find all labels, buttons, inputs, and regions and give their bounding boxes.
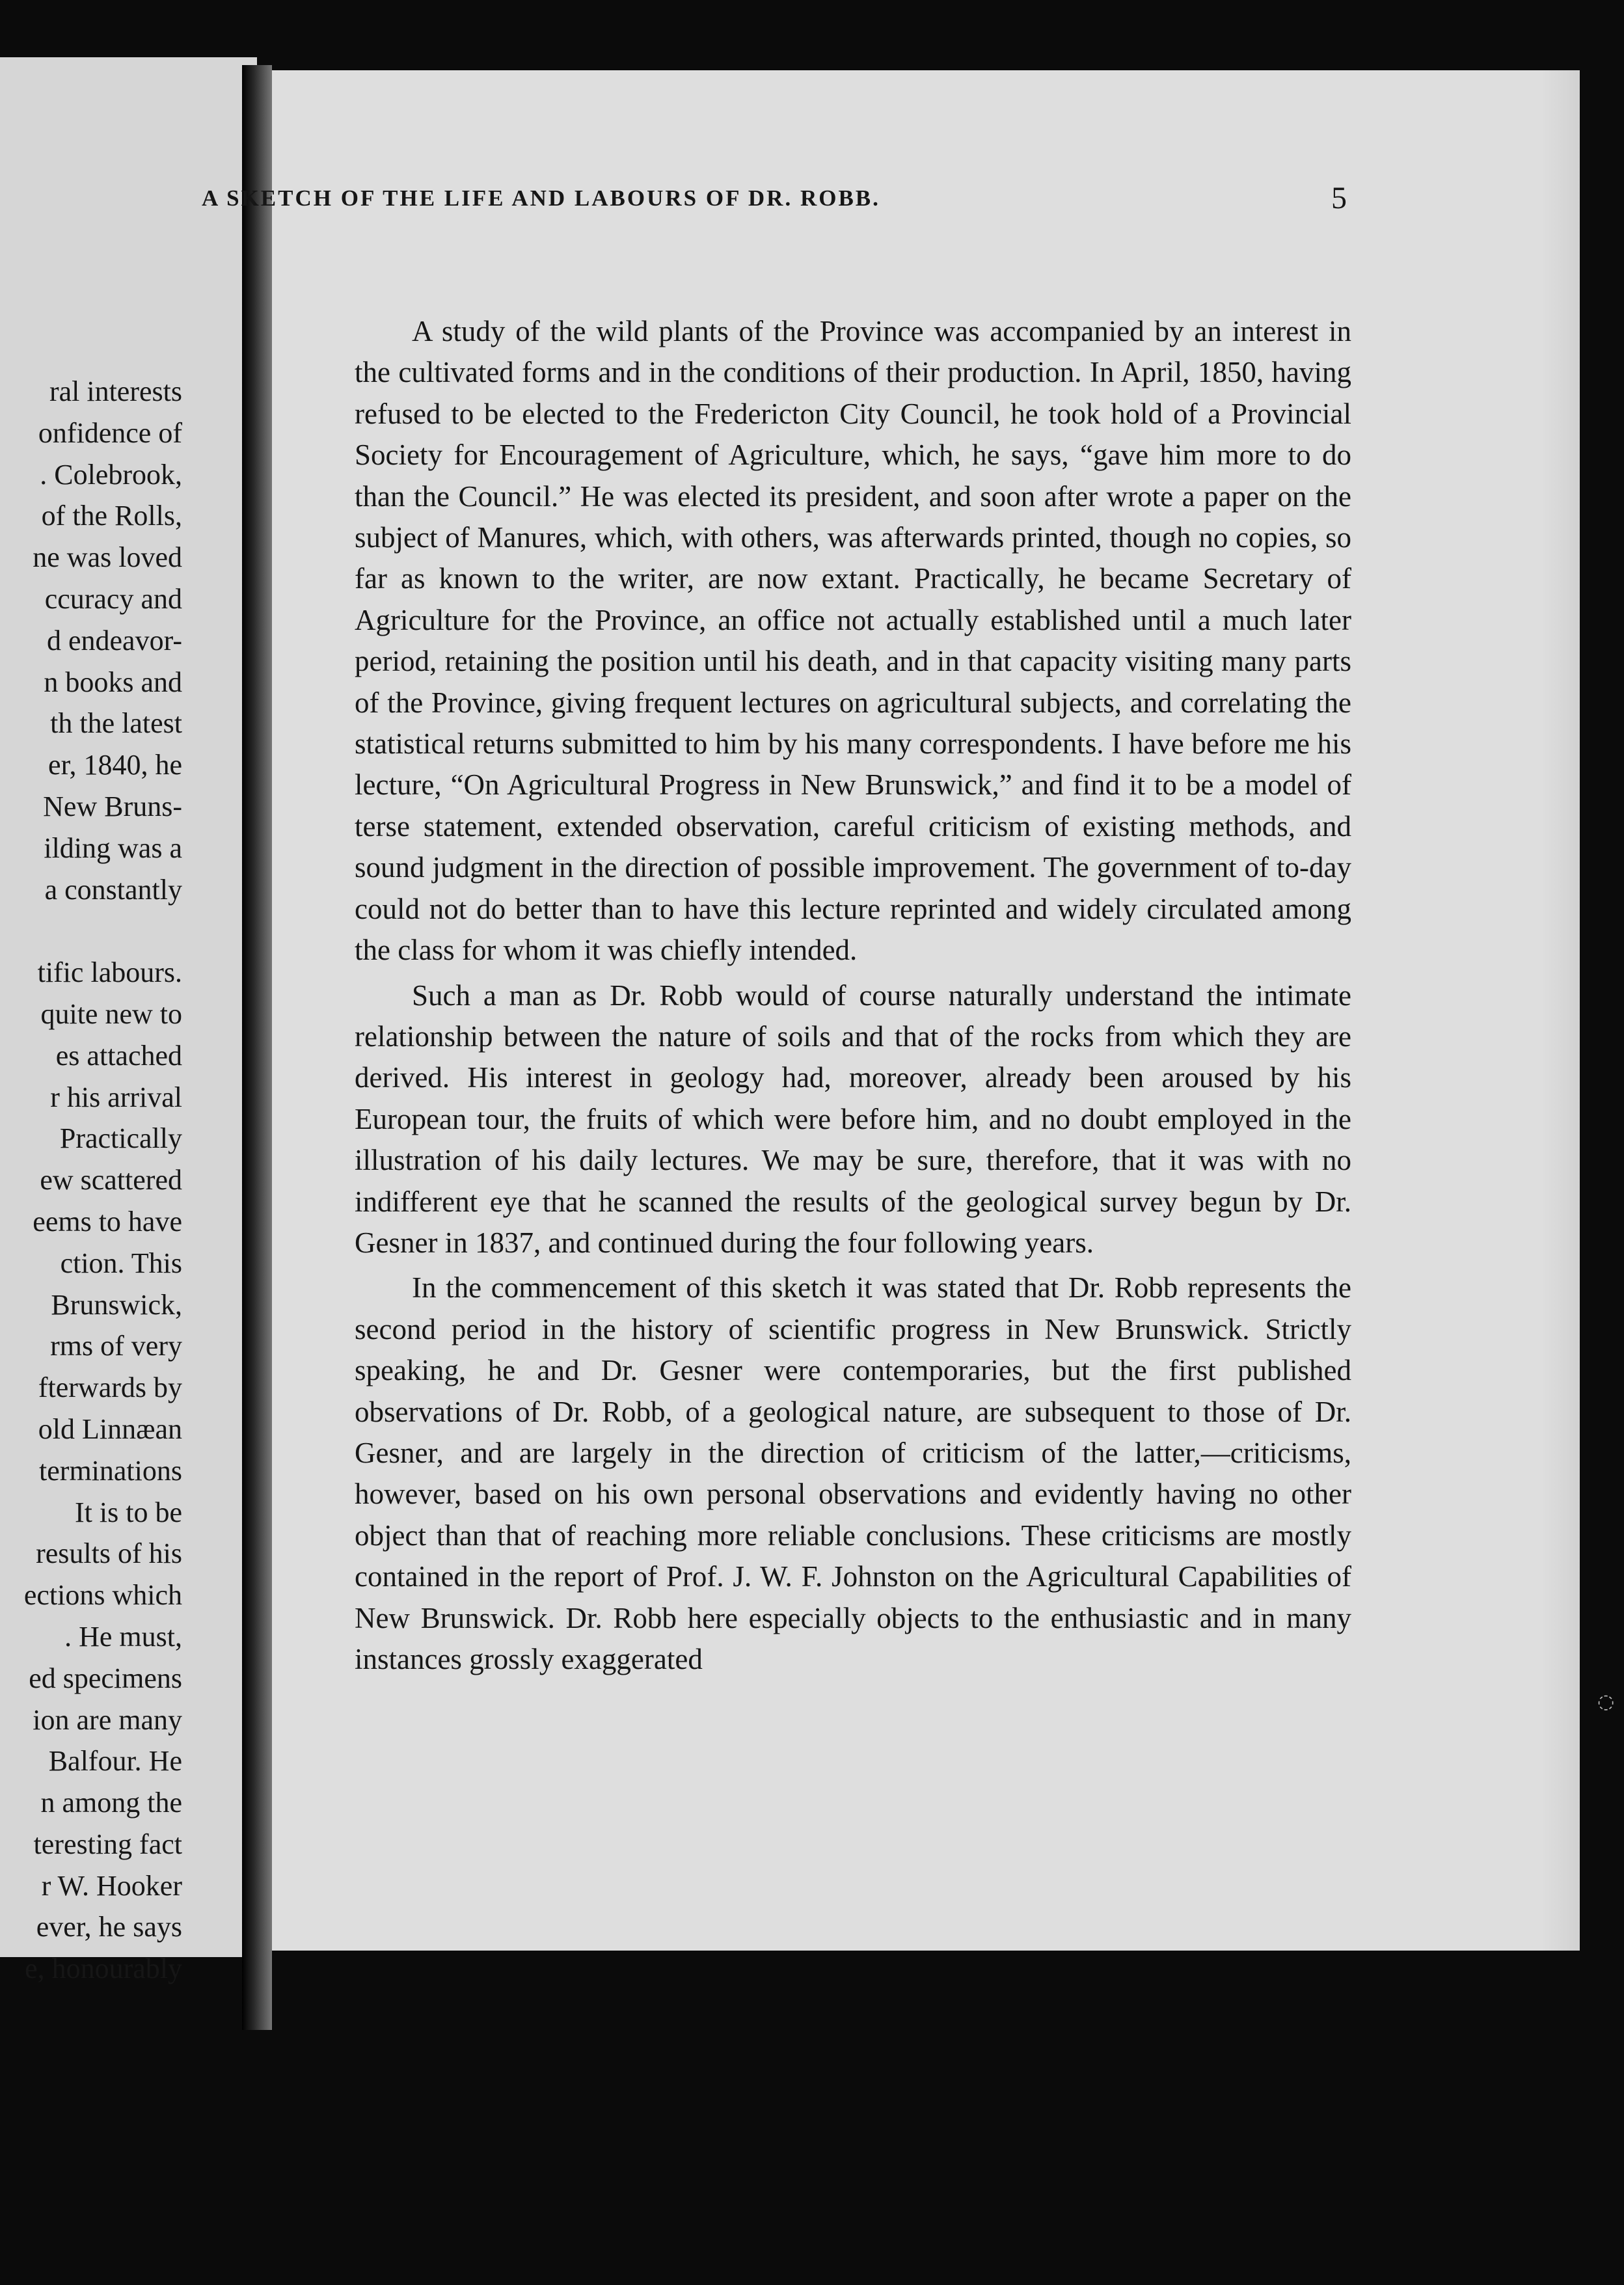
body-text — [355, 311, 1351, 1684]
page-number: 5 — [1331, 181, 1347, 215]
left-page-text — [24, 371, 182, 1990]
running-title: A SKETCH OF THE LIFE AND LABOURS OF DR. ROBB. — [202, 185, 880, 211]
paragraph: In the commencement of this sketch it was stated that Dr. Robb represents the second period in the history of scientific progress in New Brunswick. Strictly speaking, he and Dr. Gesner were contemporaries, but the first published observations of Dr. Robb, of a geological nature, are subsequent to those of Dr. Gesner, and are largely in the direction of criticism of the latter,—criticisms, however, based on his own personal observations and evidently having no other object than that of reaching more reliable conclusions. These criticisms are mostly contained in the report of Prof. J. W. F. Johnston on the Agricultural Capabilities of New Brunswick. Dr. Robb here especially objects to the enthusiastic and in many instances grossly exaggerated — [355, 1271, 1351, 1675]
left-page-line: ccuracy and — [44, 582, 182, 615]
left-page-line: quite new to — [40, 997, 182, 1030]
left-page-line: Balfour. He — [48, 1745, 182, 1778]
left-page-line: a constantly — [44, 873, 182, 906]
left-page-line: eems to have — [33, 1205, 182, 1237]
left-page-line: ections which — [23, 1579, 182, 1612]
left-page-fragment — [0, 57, 257, 1985]
left-page-line: es attached — [55, 1039, 182, 1072]
left-page-line: tific labours. — [37, 956, 182, 989]
left-page-line: d endeavor- — [46, 624, 182, 656]
left-page-line — [24, 910, 182, 952]
left-page-line: n books and — [44, 666, 182, 698]
left-page-line: old Linnæan — [38, 1413, 182, 1445]
left-page-line: onfidence of — [38, 416, 182, 449]
left-page-line: ion are many — [33, 1703, 182, 1736]
edge-mark: ◌ — [1597, 1690, 1615, 1713]
left-page-line: th the latest — [50, 707, 182, 740]
left-page-line: New Bruns- — [43, 790, 182, 822]
left-page-line: results of his — [36, 1537, 182, 1570]
left-page-line: . He must, — [64, 1620, 182, 1653]
left-page-line: ilding was a — [44, 832, 182, 864]
book-gutter — [242, 65, 272, 2030]
left-page-line: er, 1840, he — [48, 749, 182, 781]
left-page-line: ever, he says — [36, 1911, 182, 1943]
paragraph: A study of the wild plants of the Province was accompanied by an interest in the cultivated forms and in the conditions of their production. In April, 1850, having refused to be elected to the Fredericton City Council, he took hold of a Provincial Society for Encouragement of Agriculture, which, he says, “gave him more to do than the Council.” He was elected its president, and soon after wrote a paper on the subject of Manures, which, with others, was afterwards printed, though no copies, so far as known to the writer, are now extant. Practically, he became Secretary of Agriculture for the Province, an office not actually established until a much later period, retaining the position until his death, and in that capacity visiting many parts of the Province, giving frequent lectures on agricultural subjects, and correlating the statistical returns submitted to him by his many correspondents. I have before me his lecture, “On Agricultural Progress in New Brunswick,” and find it to be a model of terse statement, extended observation, careful criticism of existing methods, and sound judgment in the direction of possible improvement. The government of to-day could not do better than to have this lecture reprinted and widely circulated among the class for whom it was chiefly intended. — [355, 315, 1351, 967]
left-page-line: terminations — [39, 1454, 182, 1487]
left-page-line: r his arrival — [50, 1081, 182, 1113]
left-page-line: rms of very — [50, 1330, 182, 1362]
left-page-line: It is to be — [75, 1496, 182, 1528]
left-page-line: n among the — [40, 1787, 182, 1819]
left-page-line: ed specimens — [29, 1662, 182, 1694]
left-page-line: e, honourably — [25, 1953, 182, 1985]
left-page-line: ne was loved — [33, 541, 182, 574]
paragraph: Such a man as Dr. Robb would of course naturally understand the intimate relationship between the nature of soils and that of the rocks from which they are derived. His interest in geology had, moreover, already been aroused by his European tour, the fruits of which were before him, and no doubt employed in the illustration of his daily lectures. We may be sure, therefore, that it was with no indifferent eye that he scanned the results of the geological survey begun by Dr. Gesner in 1837, and continued during the four following years. — [355, 979, 1351, 1259]
left-page-line: ew scattered — [40, 1164, 182, 1197]
left-page-line: teresting fact — [33, 1828, 182, 1860]
left-page-line: r W. Hooker — [41, 1869, 182, 1902]
left-page-line: of the Rolls, — [41, 500, 182, 532]
left-page-line: ral interests — [49, 375, 182, 407]
left-page-line: ction. This — [60, 1247, 182, 1279]
left-page-line: Practically — [59, 1122, 182, 1155]
left-page-line: . Colebrook, — [40, 458, 182, 491]
left-page-line: fterwards by — [38, 1372, 182, 1404]
left-page-line: Brunswick, — [51, 1288, 182, 1321]
